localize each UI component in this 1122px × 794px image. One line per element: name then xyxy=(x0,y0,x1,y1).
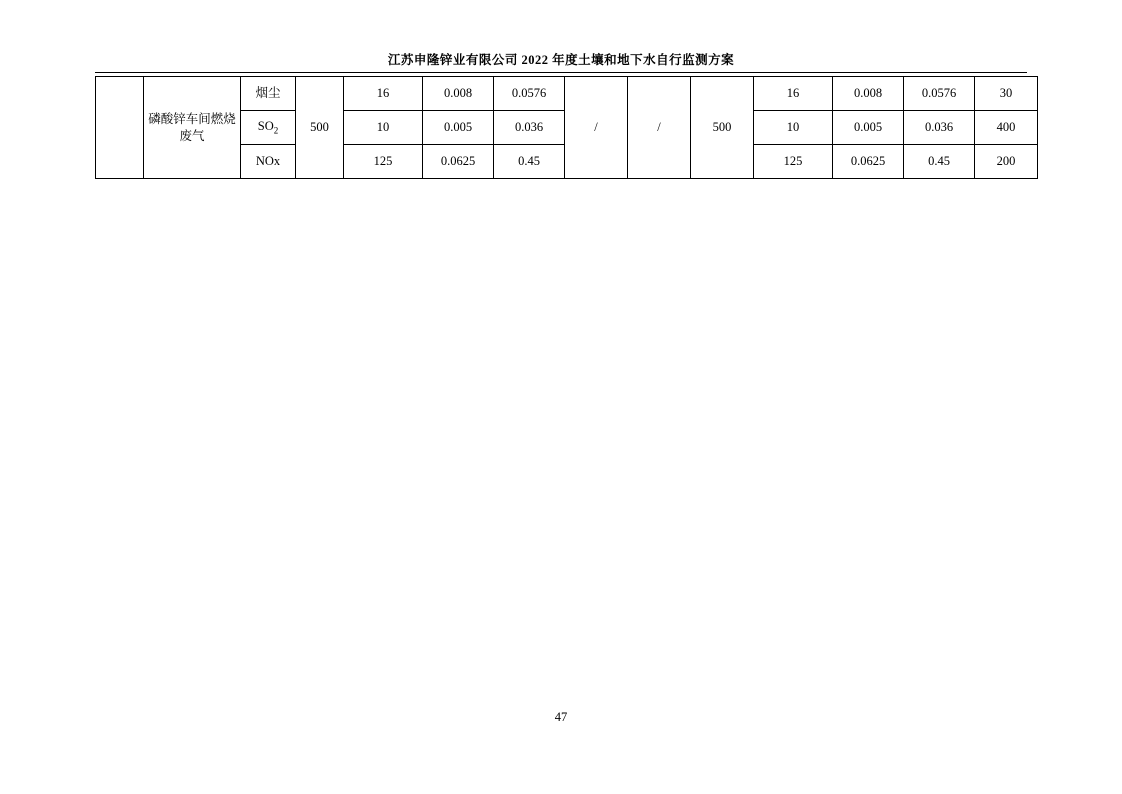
cell-col13-2: 400 xyxy=(975,111,1038,145)
emissions-table xyxy=(95,76,1038,179)
cell-source-name: 磷酸锌车间燃烧废气 xyxy=(144,77,241,179)
pollutant-2-text: SO xyxy=(257,119,274,134)
cell-col6-1: 0.0576 xyxy=(494,77,565,111)
page-header-title: 江苏申隆锌业有限公司 2022 年度土壤和地下水自行监测方案 xyxy=(387,53,735,67)
cell-col5-2: 0.005 xyxy=(423,111,494,145)
cell-col6-2: 0.036 xyxy=(494,111,565,145)
cell-col4-3: 125 xyxy=(344,145,423,179)
pollutant-2-subscript: 2 xyxy=(273,125,279,136)
cell-pollutant-3: NOx xyxy=(241,145,296,179)
cell-col13-1: 30 xyxy=(975,77,1038,111)
cell-col11-3: 0.0625 xyxy=(833,145,904,179)
cell-col5-1: 0.008 xyxy=(423,77,494,111)
cell-col4-1: 16 xyxy=(344,77,423,111)
cell-col10-2: 10 xyxy=(754,111,833,145)
cell-col7-merged: / xyxy=(565,77,628,179)
cell-col11-2: 0.005 xyxy=(833,111,904,145)
cell-col9-merged: 500 xyxy=(691,77,754,179)
cell-pollutant-1: 烟尘 xyxy=(241,77,296,111)
cell-col3-merged: 500 xyxy=(296,77,344,179)
cell-col8-merged: / xyxy=(628,77,691,179)
cell-col12-2: 0.036 xyxy=(904,111,975,145)
cell-col11-1: 0.008 xyxy=(833,77,904,111)
cell-col5-3: 0.0625 xyxy=(423,145,494,179)
cell-col4-2: 10 xyxy=(344,111,423,145)
cell-pollutant-2 xyxy=(241,111,296,145)
cell-col12-3: 0.45 xyxy=(904,145,975,179)
cell-col6-3: 0.45 xyxy=(494,145,565,179)
cell-col12-1: 0.0576 xyxy=(904,77,975,111)
page-number: 47 xyxy=(554,710,568,724)
cell-blank-left xyxy=(96,77,144,179)
cell-col10-3: 125 xyxy=(754,145,833,179)
cell-col10-1: 16 xyxy=(754,77,833,111)
table-row xyxy=(96,77,1038,111)
header-divider xyxy=(95,72,1027,73)
emissions-table-container xyxy=(95,76,1027,179)
cell-col13-3: 200 xyxy=(975,145,1038,179)
